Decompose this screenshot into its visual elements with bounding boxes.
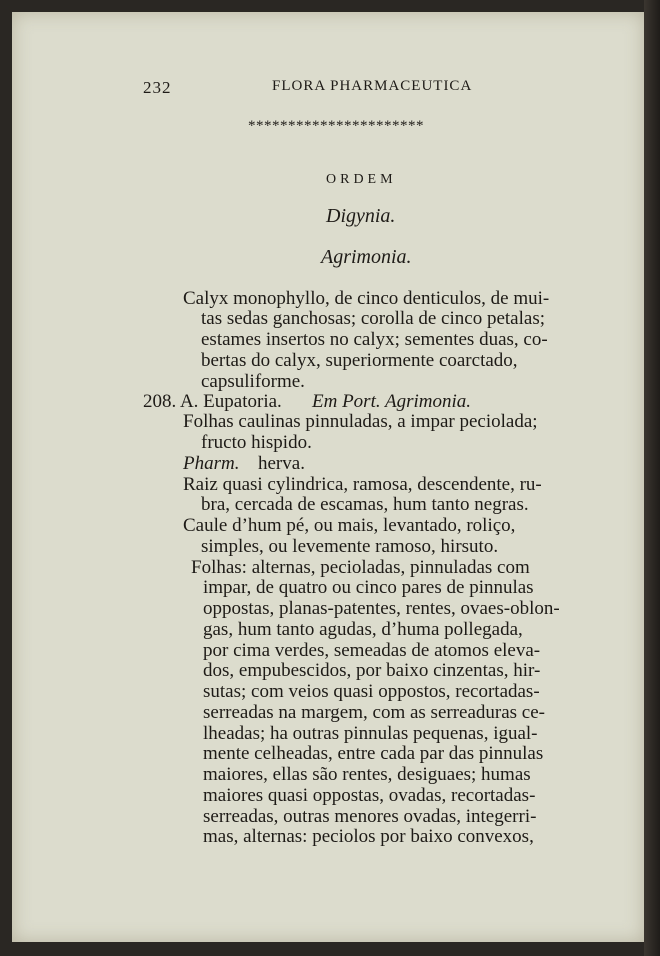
text-line: por cima verdes, semeadas de atomos eleva-: [203, 640, 541, 661]
running-title: FLORA PHARMACEUTICA: [272, 78, 473, 94]
text-line: mente celheadas, entre cada par das pinnulas: [203, 743, 544, 764]
text-line: gas, hum tanto agudas, d’huma pollegada,: [203, 619, 523, 640]
text-line: Folhas: alternas, pecioladas, pinnuladas com: [191, 557, 530, 578]
order-heading: ORDEM: [326, 172, 397, 187]
pharm-label: Pharm.: [183, 453, 240, 474]
text-line: Folhas caulinas pinnuladas, a impar peciolada;: [183, 411, 538, 432]
text-line: serreadas, outras menores ovadas, integerri-: [203, 806, 537, 827]
text-line: bra, cercada de escamas, hum tanto negras.: [201, 494, 529, 515]
text-line: sutas; com veios quasi oppostos, recortadas-: [203, 681, 540, 702]
text-line: maiores quasi oppostas, ovadas, recortadas-: [203, 785, 536, 806]
text-line: oppostas, planas-patentes, rentes, ovaes-oblon-: [203, 598, 560, 619]
text-line: Raiz quasi cylindrica, ramosa, descendente, ru-: [183, 474, 542, 495]
text-line: Caule d’hum pé, ou mais, levantado, roliço,: [183, 515, 516, 536]
text-line: dos, empubescidos, por baixo cinzentas, hir-: [203, 660, 541, 681]
portuguese-name: Em Port. Agrimonia.: [312, 391, 472, 412]
order-name: Digynia.: [326, 205, 396, 227]
pharm-text: herva.: [258, 453, 305, 474]
text-line: simples, ou levemente ramoso, hirsuto.: [201, 536, 499, 557]
text-line: mas, alternas: peciolos por baixo convexos,: [203, 826, 534, 847]
text-line: Calyx monophyllo, de cinco denticulos, de mui-: [183, 288, 550, 309]
ornament-line: **********************: [248, 118, 424, 134]
text-line: lheadas; ha outras pinnulas pequenas, igual-: [203, 723, 538, 744]
text-line: bertas do calyx, superiormente coarctado,: [201, 350, 518, 371]
genus-heading: Agrimonia.: [321, 246, 412, 268]
text-line: serreadas na margem, com as serreaduras ce-: [203, 702, 545, 723]
text-line: maiores, ellas são rentes, desiguaes; humas: [203, 764, 531, 785]
book-spine: [644, 0, 660, 956]
text-line: fructo hispido.: [201, 432, 312, 453]
text-line: estames insertos no calyx; sementes duas, co-: [201, 329, 548, 350]
page-number: 232: [143, 78, 172, 97]
species-entry: 208. A. Eupatoria.: [143, 391, 282, 412]
text-line: tas sedas ganchosas; corolla de cinco petalas;: [201, 308, 545, 329]
text-line: capsuliforme.: [201, 371, 305, 392]
text-line: impar, de quatro ou cinco pares de pinnulas: [203, 577, 534, 598]
